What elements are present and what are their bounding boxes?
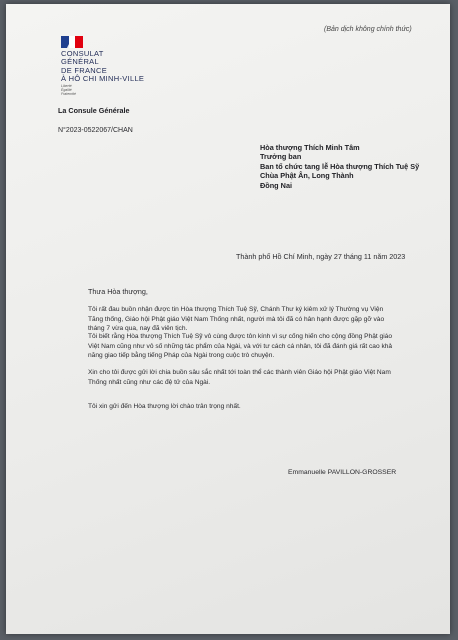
salutation: Thưa Hòa thượng, — [88, 287, 148, 296]
recipient-line: Hòa thượng Thích Minh Tâm — [260, 143, 360, 152]
marianne-flag-icon — [61, 36, 83, 48]
body-paragraph: Xin cho tôi được gửi lời chia buồn sâu sắc nhất tới toàn thể các thành viên Giáo hội Phật giáo Việt Nam Thống nhất cũng như các đệ tử của Ngài. — [88, 369, 391, 386]
motto-line: Égalité — [61, 88, 72, 92]
consulate-logo-text — [61, 50, 144, 84]
logo-line: À HÔ CHI MINH-VILLE — [61, 74, 145, 84]
recipient-line: Ban tổ chức tang lễ Hòa thượng Thích Tuệ Sỹ — [260, 161, 420, 171]
recipient-line: Đồng Nai — [260, 180, 293, 190]
letter-page — [6, 4, 450, 634]
recipient-line: Trưởng ban — [260, 152, 302, 162]
body-paragraph: Tôi biết rằng Hòa thượng Thích Tuệ Sỹ vô cùng được tôn kính vì sự cống hiến cho cộng đồng Phật giáo Việt Nam cũng như vô số những tác phẩm của Ngài, và với tư cách cá nhân, tôi đã đánh giá rất cao khả năng giao tiếp bằng tiếng Pháp của Ngài trong cuộc trò chuyện. — [88, 333, 393, 359]
recipient-line: Chùa Phật Ân, Long Thành — [260, 171, 354, 181]
unofficial-translation-note: (Bản dịch không chính thức) — [324, 26, 412, 33]
closing-line: Tôi xin gửi đến Hòa thượng lời chào trân trọng nhất. — [88, 403, 241, 410]
reference-number: N°2023-0522067/CHAN — [58, 127, 133, 134]
motto-line: Fraternité — [61, 92, 76, 96]
signer-name: Emmanuelle PAVILLON-GROSSER — [288, 469, 397, 476]
logo-line: GÉNÉRAL — [61, 57, 99, 67]
logo-line: DE FRANCE — [61, 65, 108, 75]
dateline: Thành phố Hồ Chí Minh, ngày 27 tháng 11 năm 2023 — [236, 252, 406, 261]
motto-line: Liberté — [61, 84, 72, 88]
sender-office: La Consule Générale — [58, 106, 130, 115]
body-paragraph: Tôi rất đau buồn nhận được tin Hòa thượng Thích Tuệ Sỹ, Chánh Thư ký kiêm xử lý Thường vụ Viện Tăng thống, Giáo hội Phật giáo Việt Nam Thống nhất, người mà tôi đã có hân hạnh được gặp gỡ vào tháng 7 vừa qua, nay đã viên tịch. — [88, 306, 385, 332]
republic-motto — [61, 84, 76, 96]
recipient-address — [260, 143, 419, 190]
logo-line: CONSULAT — [61, 49, 104, 58]
